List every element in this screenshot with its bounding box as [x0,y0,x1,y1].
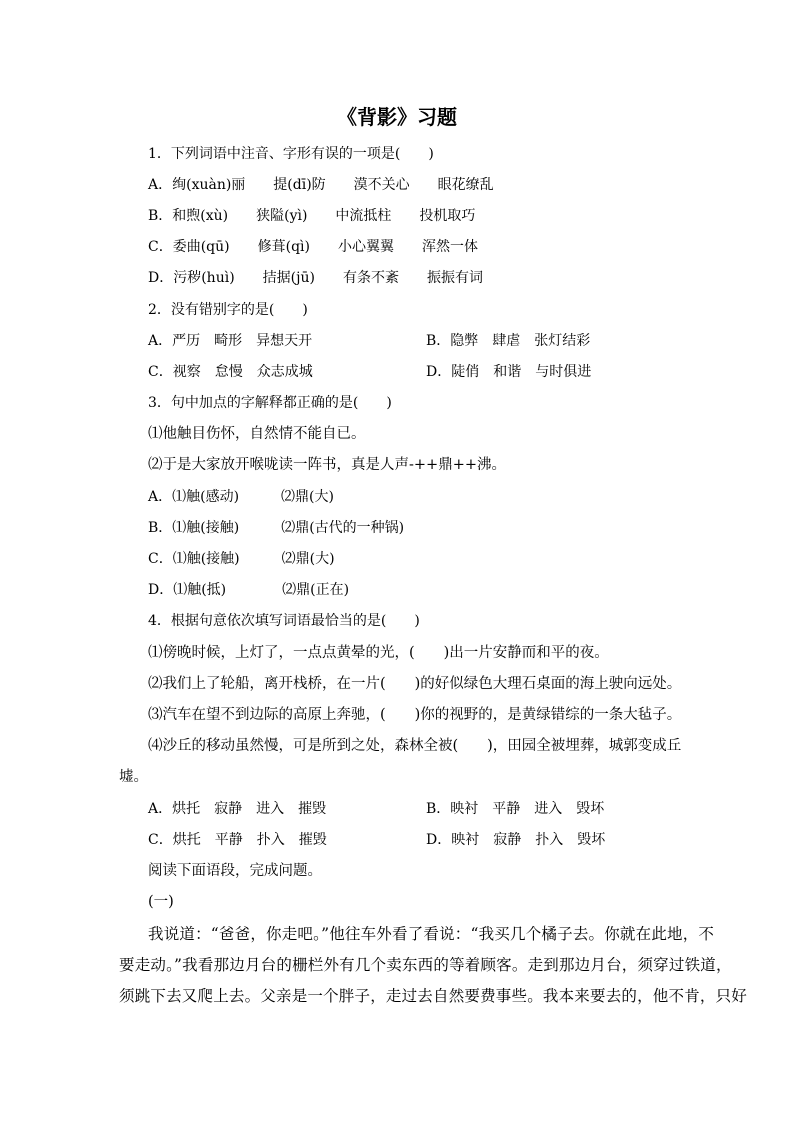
question-3-sentence-2: ⑵于是大家放开喉咙读一阵书，真是人声-++鼎++沸。 [148,457,506,473]
question-4-sentence-2: ⑵我们上了轮船，离开栈桥，在一片( )的好似绿色大理石桌面的海上驶向远处。 [148,676,682,692]
question-4: 4．根据句意依次填写词语最恰当的是( ) [148,613,420,629]
question-4-sentence-1: ⑴傍晚时候，上灯了，一点点黄晕的光，( )出一片安静而和平的夜。 [148,645,609,661]
question-2-option-a: A．严历 畸形 异想天开 [148,333,313,349]
question-4-option-c: C．烘托 平静 扑入 摧毁 [148,832,327,848]
question-4-sentence-3: ⑶汽车在望不到边际的高原上奔驰，( )你的视野的，是黄绿错综的一条大毡子。 [148,707,682,723]
passage-line-2: 要走动。”我看那边月台的栅栏外有几个卖东西的等着顾客。走到那边月台，须穿过铁道， [119,956,732,974]
question-1-option-c: C．委曲(qū) 修葺(qì) 小心翼翼 浑然一体 [148,239,478,255]
question-1-option-a: A．绚(xuàn)丽 提(dī)防 漠不关心 眼花缭乱 [148,177,494,193]
question-2-option-d: D．陡俏 和谐 与时俱进 [426,364,592,380]
question-4-sentence-4: ⑷沙丘的移动虽然慢，可是所到之处，森林全被( )，田园全被埋葬，城郭变成丘 [148,738,682,754]
question-2-option-c: C．视察 怠慢 众志成城 [148,364,313,380]
question-4-sentence-4-continued: 墟。 [119,769,148,785]
question-3-option-d: D．⑴触(抵) ⑵鼎(正在) [148,582,350,598]
question-4-option-a: A．烘托 寂静 进入 摧毁 [148,801,327,817]
question-3-sentence-1: ⑴他触目伤怀，自然情不能自已。 [148,426,366,442]
section-heading: (一) [148,894,174,910]
question-1: 1．下列词语中注音、字形有误的一项是( ) [148,146,434,162]
reading-instruction: 阅读下面语段，完成问题。 [148,863,322,879]
passage-line-3: 须跳下去又爬上去。父亲是一个胖子，走过去自然要费事些。我本来要去的，他不肯，只好 [119,987,748,1005]
question-1-option-d: D．污秽(huì) 拮据(jū) 有条不紊 振振有词 [148,270,483,286]
question-2-option-b: B．隐弊 肆虐 张灯结彩 [426,333,591,349]
passage-line-1: 我说道：“爸爸，你走吧。”他往车外看了看说：“我买几个橘子去。你就在此地，不 [148,925,715,943]
question-3-option-c: C．⑴触(接触) ⑵鼎(大) [148,551,335,567]
question-2: 2．没有错别字的是( ) [148,302,308,318]
question-3: 3．句中加点的字解释都正确的是( ) [148,395,392,411]
question-1-option-b: B．和煦(xù) 狭隘(yì) 中流抵柱 投机取巧 [148,208,476,224]
question-3-option-a: A．⑴触(感动) ⑵鼎(大) [148,489,334,505]
question-4-option-b: B．映衬 平静 进入 毁坏 [426,801,605,817]
page-title: 《背影》习题 [337,105,457,129]
question-4-option-d: D．映衬 寂静 扑入 毁坏 [426,832,606,848]
question-3-option-b: B．⑴触(接触) ⑵鼎(古代的一种锅) [148,520,405,536]
